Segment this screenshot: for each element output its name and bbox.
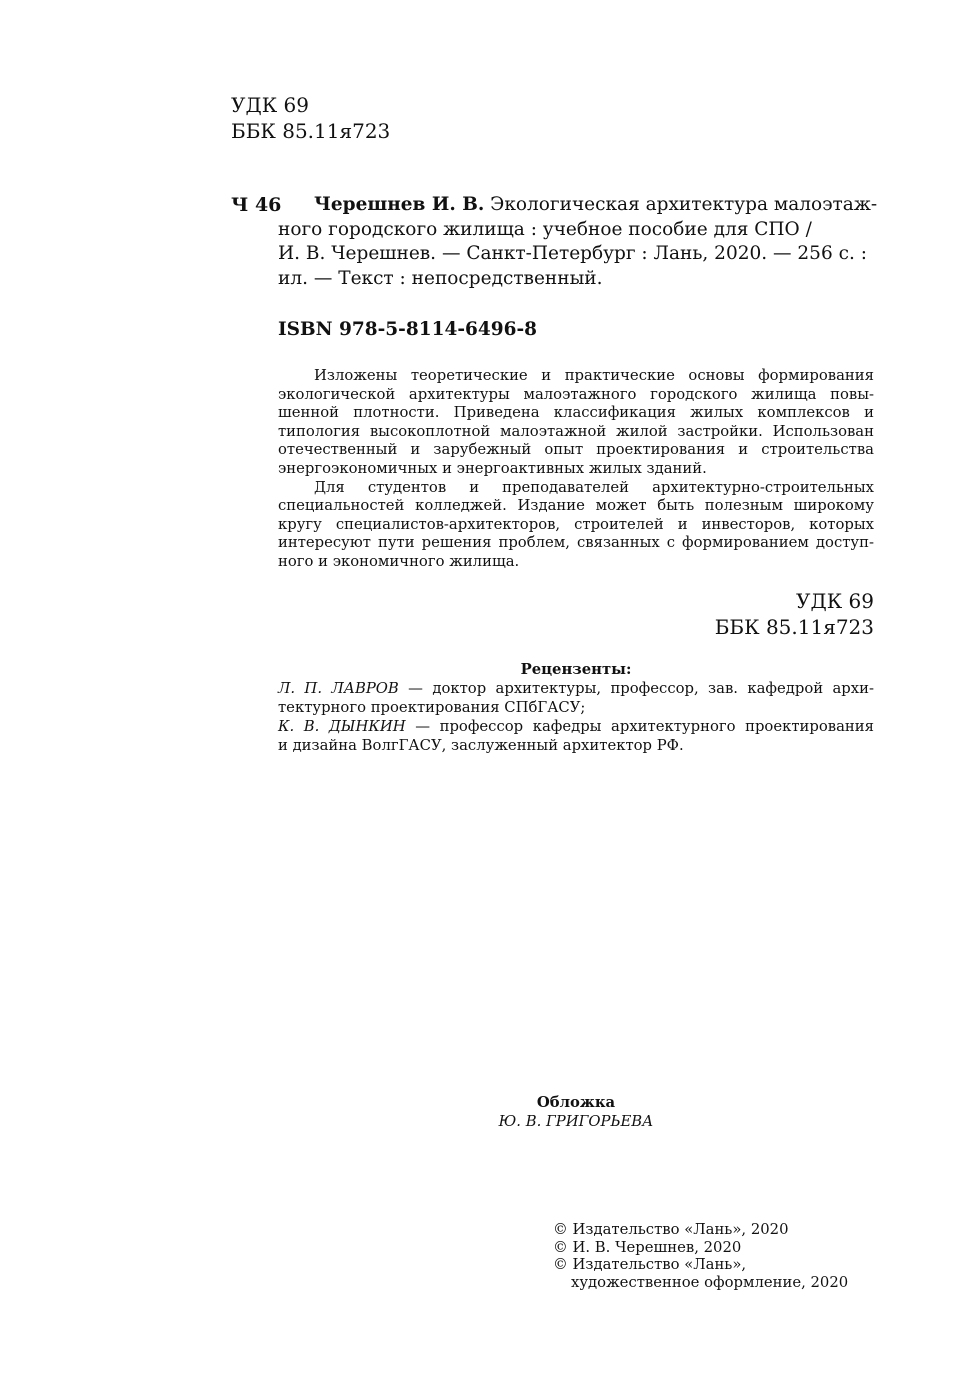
bbk-code: ББК 85.11я723 — [231, 119, 391, 143]
copyright-line: © И. В. Черешнев, 2020 — [553, 1238, 742, 1256]
reviewer-1-desc: — доктор архитектуры, профессор, зав. кафедрой архи- — [398, 680, 874, 697]
reviewers-heading: Рецензенты: — [520, 661, 632, 678]
catalog-author: Черешнев И. В. — [314, 194, 485, 215]
udk-code-right: УДК 69 — [796, 589, 874, 613]
annotation-line: интересуют пути решения проблем, связанных с формированием доступ- — [278, 534, 874, 552]
bbk-code-right: ББК 85.11я723 — [714, 615, 874, 639]
annotation-line: энергоэкономичных и энергоактивных жилых зданий. — [278, 459, 707, 477]
classification-top — [231, 92, 390, 144]
copyright-line: художественное оформление, 2020 — [571, 1273, 849, 1291]
copyright-line: © Издательство «Лань», 2020 — [553, 1221, 789, 1238]
catalog-line-3: И. В. Черешнев. — Санкт-Петербург : Лань, 2020. — 256 с. : — [278, 243, 867, 264]
annotation-line: Изложены теоретические и практические основы формирования — [314, 367, 874, 384]
cover-credit — [278, 1093, 874, 1131]
catalog-line-1 — [314, 193, 878, 218]
reviewer-1-line-1 — [278, 679, 874, 698]
reviewer-2-line-1 — [278, 717, 874, 736]
catalog-title-start: Экологическая архитектура малоэтаж- — [484, 194, 878, 215]
annotation-line: экологической архитектуры малоэтажного городского жилища повы- — [278, 385, 874, 403]
annotation-line: ного и экономичного жилища. — [278, 552, 520, 570]
annotation-line: типология высокоплотной малоэтажной жилой застройки. Использован — [278, 422, 874, 440]
classification-right — [620, 588, 874, 640]
annotation-line: шенной плотности. Приведена классификация жилых комплексов и — [278, 404, 874, 422]
copyright-line: © Издательство «Лань», — [553, 1256, 747, 1273]
annotation-line: Для студентов и преподавателей архитектурно-строительных — [314, 478, 874, 496]
cover-heading: Обложка — [536, 1094, 616, 1111]
annotation-line: кругу специалистов-архитекторов, строителей и инвесторов, которых — [278, 515, 874, 533]
reviewers — [278, 660, 874, 755]
cover-designer: Ю. В. ГРИГОРЬЕВА — [498, 1113, 654, 1130]
annotation — [278, 367, 874, 572]
udk-code: УДК 69 — [231, 93, 309, 117]
copyright-block — [553, 1221, 848, 1291]
catalog-line-2: ного городского жилища : учебное пособие для СПО / — [278, 218, 812, 240]
reviewer-2-line-2: и дизайна ВолгГАСУ, заслуженный архитектор РФ. — [278, 737, 684, 754]
catalog-line-4: ил. — Текст : непосредственный. — [278, 267, 603, 289]
reviewer-1-name: Л. П. ЛАВРОВ — [278, 680, 399, 697]
reviewer-1-line-2: тектурного проектирования СПбГАСУ; — [278, 699, 586, 716]
isbn: ISBN 978-5-8114-6496-8 — [278, 319, 538, 340]
annotation-line: отечественный и зарубежный опыт проектирования и строительства — [278, 441, 874, 459]
author-sign: Ч 46 — [231, 194, 282, 216]
reviewer-2-desc: — профессор кафедры архитектурного проектирования — [405, 718, 874, 735]
annotation-line: специальностей колледжей. Издание может быть полезным широкому — [278, 497, 874, 515]
catalog-entry — [278, 193, 878, 291]
reviewer-2-name: К. В. ДЫНКИН — [278, 718, 406, 735]
